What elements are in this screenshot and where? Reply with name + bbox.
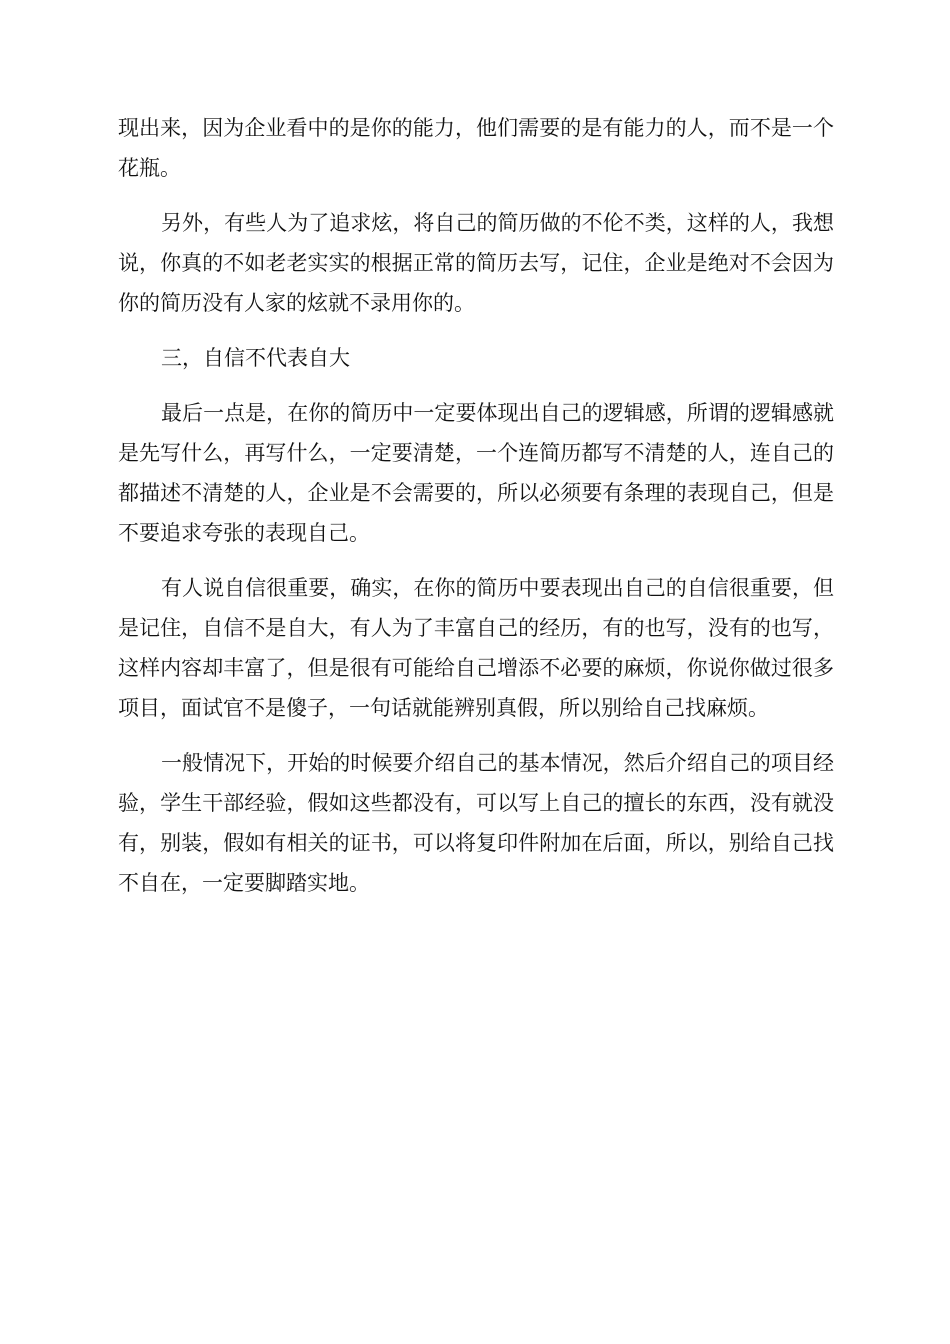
- paragraph-continuation: 现出来，因为企业看中的是你的能力，他们需要的是有能力的人，而不是一个花瓶。: [118, 116, 834, 180]
- paragraph-flashy-resume: 另外，有些人为了追求炫，将自己的简历做的不伦不类，这样的人，我想说，你真的不如老老实实的根据正常的简历去写，记住，企业是绝对不会因为你的简历没有人家的炫就不录用你的。: [118, 211, 834, 315]
- section-heading-confidence: 三，自信不代表自大: [161, 346, 350, 370]
- paragraph-general-structure: 一般情况下，开始的时候要介绍自己的基本情况，然后介绍自己的项目经验，学生干部经验，假如这些都没有，可以写上自己的擅长的东西，没有就没有，别装，假如有相关的证书，可以将复印件附加在后面，所以，别给自己找不自在，一定要脚踏实地。: [118, 751, 834, 895]
- paragraph-logic: 最后一点是，在你的简历中一定要体现出自己的逻辑感，所谓的逻辑感就是先写什么，再写什么，一定要清楚，一个连简历都写不清楚的人，连自己的都描述不清楚的人，企业是不会需要的，所以必须要有条理的表现自己，但是不要追求夸张的表现自己。: [118, 401, 834, 545]
- document-body: [118, 108, 834, 918]
- paragraph-confidence: 有人说自信很重要，确实，在你的简历中要表现出自己的自信很重要，但是记住，自信不是自大，有人为了丰富自己的经历，有的也写，没有的也写，这样内容却丰富了，但是很有可能给自己增添不必要的麻烦，你说你做过很多项目，面试官不是傻子，一句话就能辨别真假，所以别给自己找麻烦。: [118, 576, 834, 720]
